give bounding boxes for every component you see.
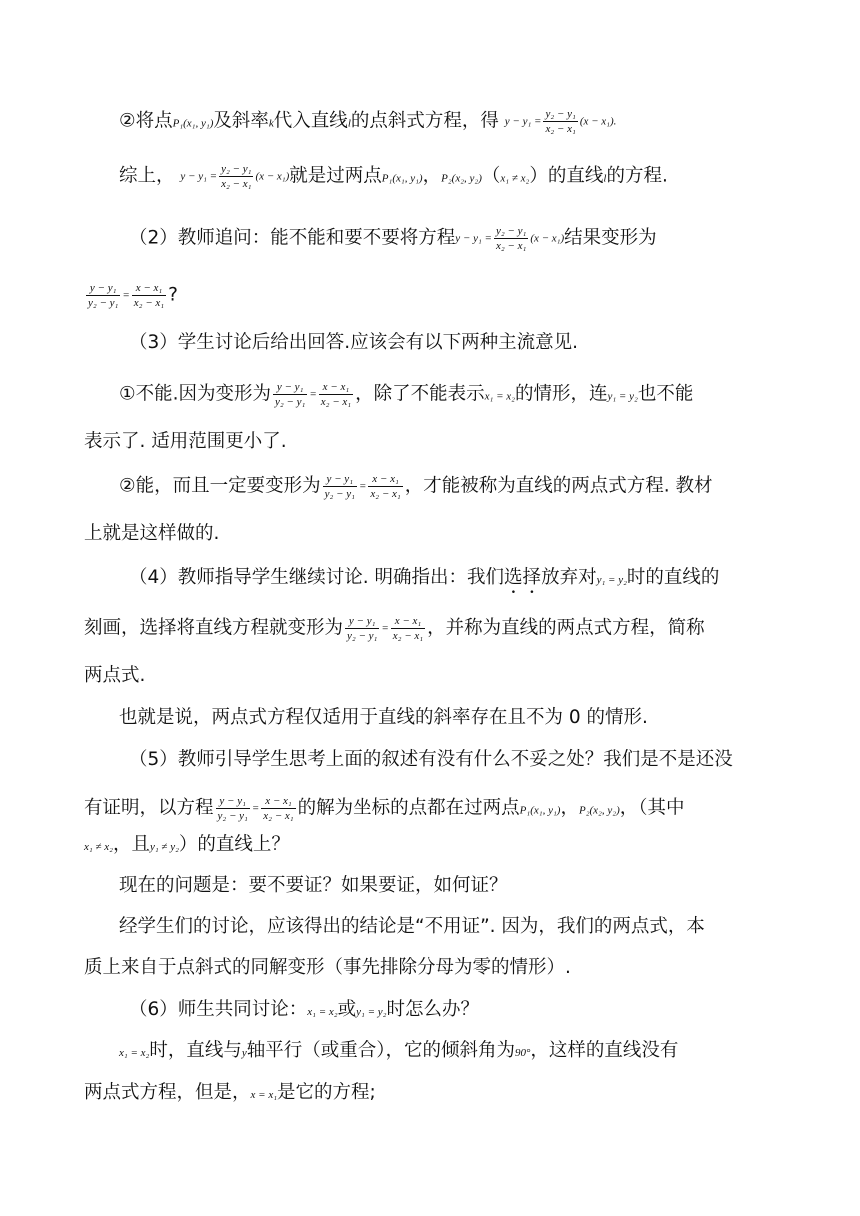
fraction-denominator: x₂ − x₁ bbox=[392, 630, 424, 642]
fraction bbox=[319, 380, 353, 409]
paragraph-opinion-yes-cont bbox=[84, 521, 860, 547]
formula-y: y bbox=[241, 1047, 247, 1059]
fraction-numerator: x − x₁ bbox=[132, 281, 166, 296]
formula-l: l bbox=[603, 172, 607, 185]
formula-condition: y₁ = y₂ bbox=[607, 390, 638, 403]
text: 代入直线 bbox=[273, 110, 348, 132]
emphasis-text: 选择 bbox=[504, 567, 542, 588]
text: （4）教师指导学生继续讨论. 明确指出：我们 bbox=[129, 567, 505, 588]
fraction-numerator: y₂ − y₁ bbox=[221, 163, 252, 175]
fraction bbox=[261, 794, 295, 823]
text: （3）学生讨论后给出回答.应该会有以下两种主流意见. bbox=[129, 332, 579, 353]
text: 有证明，以方程 bbox=[84, 797, 214, 819]
text: 的方程. bbox=[606, 165, 668, 187]
fraction bbox=[216, 794, 250, 823]
fraction-denominator: y₂ − y₁ bbox=[274, 396, 306, 408]
text: 经学生们的讨论，应该得出的结论是“不用证”. 因为，我们的两点式，本 bbox=[119, 916, 705, 937]
text: 刻画，选择将直线方程就变形为 bbox=[84, 617, 344, 639]
text: 的解为坐标的点都在过两点 bbox=[297, 797, 520, 819]
text: ）的直线上？ bbox=[178, 834, 290, 855]
text: ，除了不能表示 bbox=[355, 383, 485, 405]
text: ②将点 bbox=[119, 110, 173, 132]
paragraph-summary bbox=[119, 162, 860, 192]
formula-point-p1: P₁(x₁, y₁) bbox=[519, 804, 561, 817]
paragraph-student-discussion bbox=[129, 330, 860, 356]
formula-equals: = bbox=[122, 289, 130, 302]
fraction-denominator: y₂ − y₁ bbox=[324, 488, 355, 500]
text: ） bbox=[529, 165, 548, 187]
formula-condition: y₁ = y₂ bbox=[356, 1006, 387, 1018]
text: 放弃对 bbox=[541, 567, 597, 588]
formula-point-p2: P₂(x₂, y₂) bbox=[441, 172, 482, 185]
fraction-denominator: y₂ − y₁ bbox=[217, 810, 248, 822]
text: 质上来自于点斜式的同解变形（事先排除分母为零的情形）. bbox=[84, 957, 571, 978]
fraction-denominator: x₂ − x₁ bbox=[545, 123, 576, 135]
fraction-numerator: y − y₁ bbox=[216, 794, 250, 809]
fraction-numerator: y − y₁ bbox=[345, 614, 379, 629]
fraction bbox=[368, 472, 402, 501]
text: （ bbox=[481, 165, 501, 187]
text: ，才能被称为直线的两点式方程. 教材 bbox=[404, 475, 713, 497]
text: ? bbox=[168, 284, 178, 306]
formula-equals: = bbox=[251, 802, 260, 815]
text: （5）教师引导学生思考上面的叙述有没有什么不妥之处？我们是不是还没 bbox=[129, 749, 733, 770]
fraction-numerator: x − x₁ bbox=[391, 614, 425, 629]
paragraph-teacher-reflect bbox=[129, 747, 860, 773]
formula-point-p2: P₂(x₂, y₂) bbox=[578, 804, 620, 817]
text: ①不能.因为变形为 bbox=[119, 383, 271, 405]
fraction bbox=[323, 472, 357, 501]
fraction-denominator: x₂ − x₁ bbox=[320, 396, 352, 408]
text: 时怎么办？ bbox=[386, 999, 479, 1020]
text: ，且 bbox=[112, 834, 150, 855]
fraction-denominator: x₂ − x₁ bbox=[263, 810, 294, 822]
formula-equals: = bbox=[381, 622, 389, 635]
formula-eq-right: (x − x₁). bbox=[579, 115, 617, 128]
formula-point-p1: P₁(x₁, y₁) bbox=[172, 117, 214, 130]
text: 的直线 bbox=[547, 165, 604, 187]
fraction-denominator: y₂ − y₁ bbox=[347, 630, 378, 642]
fraction-numerator: y − y₁ bbox=[86, 281, 120, 296]
fraction bbox=[345, 614, 379, 643]
fraction-numerator: x − x₁ bbox=[319, 380, 353, 395]
text: 时，直线与 bbox=[149, 1040, 242, 1061]
text: ，（其中 bbox=[619, 797, 685, 819]
text: 也就是说，两点式方程仅适用于直线的斜率存在且不为 0 的情形. bbox=[119, 707, 648, 728]
text: 上就是这样做的. bbox=[84, 523, 220, 544]
text: 两点式. bbox=[84, 665, 146, 686]
formula-eq-left: y − y₁ = bbox=[180, 170, 218, 183]
formula-condition: y₁ = y₂ bbox=[596, 574, 627, 586]
paragraph-question bbox=[119, 873, 860, 899]
paragraph-vertical-case bbox=[119, 1038, 860, 1066]
fraction bbox=[86, 281, 120, 310]
formula-eq-left: y − y₁ = bbox=[504, 115, 542, 128]
paragraph-teacher-reflect-end bbox=[84, 832, 860, 860]
paragraph-joint-discussion bbox=[129, 997, 860, 1025]
text: （6）师生共同讨论： bbox=[129, 999, 308, 1020]
paragraph-opinion-no bbox=[119, 380, 860, 410]
formula-condition: x₁ ≠ x₂ bbox=[84, 841, 113, 853]
fraction-denominator: x₂ − x₁ bbox=[370, 488, 401, 500]
paragraph-vertical-case-cont bbox=[84, 1080, 860, 1108]
formula-condition: x₁ ≠ x₂ bbox=[500, 172, 530, 185]
formula-equation: x = x₁ bbox=[250, 1089, 278, 1101]
formula-condition: x₁ = x₂ bbox=[484, 390, 515, 403]
text: 表示了. 适用范围更小了. bbox=[84, 431, 287, 452]
fraction-numerator: x − x₁ bbox=[261, 794, 295, 809]
text: 综上， bbox=[119, 165, 175, 187]
text: 两点式方程，但是， bbox=[84, 1082, 251, 1103]
formula-equals: = bbox=[309, 388, 317, 401]
formula-condition: x₁ = x₂ bbox=[307, 1006, 338, 1018]
text: 现在的问题是：要不要证？如果要证，如何证？ bbox=[119, 875, 508, 896]
text: 的点斜式方程，得 bbox=[350, 110, 499, 132]
fraction bbox=[273, 380, 307, 409]
text: 也不能 bbox=[637, 383, 694, 405]
fraction-denominator: x₂ − x₁ bbox=[221, 178, 252, 190]
formula-eq-right: (x − x₁) bbox=[255, 170, 290, 183]
fraction-numerator: y − y₁ bbox=[273, 380, 307, 395]
paragraph-teacher-guide-cont bbox=[84, 614, 860, 643]
text: ，并称为直线的两点式方程，简称 bbox=[427, 617, 705, 639]
text: 及斜率 bbox=[213, 110, 269, 132]
formula-l: l bbox=[347, 117, 351, 130]
formula-condition: x₁ = x₂ bbox=[119, 1047, 150, 1059]
fraction-numerator: x − x₁ bbox=[368, 472, 402, 487]
text: 时的直线的 bbox=[626, 567, 720, 588]
text: 就是过两点 bbox=[289, 165, 382, 187]
text: ， bbox=[422, 165, 442, 187]
text: 轴平行（或重合），它的倾斜角为 bbox=[246, 1040, 516, 1061]
paragraph-opinion-no-cont bbox=[84, 429, 860, 455]
formula-point-p1: P₁(x₁, y₁) bbox=[381, 172, 423, 185]
paragraph-note bbox=[119, 705, 860, 731]
fraction-denominator: x₂ − x₁ bbox=[133, 297, 165, 309]
paragraph-teacher-reflect-cont bbox=[84, 794, 860, 824]
text: ②能，而且一定要变形为 bbox=[119, 475, 321, 497]
paragraph-conclusion-cont bbox=[84, 955, 860, 981]
text: （2）教师追问：能不能和要不要将方程 bbox=[129, 227, 456, 249]
fraction-numerator: y₂ − y₁ bbox=[495, 225, 527, 237]
fraction-denominator: x₂ − x₁ bbox=[495, 240, 527, 252]
paragraph-teacher-question bbox=[129, 224, 860, 253]
paragraph-teacher-guide-end bbox=[84, 663, 860, 689]
text: ， bbox=[560, 797, 579, 819]
formula-k: k bbox=[268, 117, 274, 130]
fraction bbox=[132, 281, 166, 310]
fraction bbox=[391, 614, 425, 643]
text: 结果变形为 bbox=[564, 227, 657, 249]
formula-eq-right: (x − x₁) bbox=[530, 232, 565, 245]
fraction-numerator: y₂ − y₁ bbox=[545, 108, 576, 120]
fraction bbox=[494, 224, 528, 253]
text: 或 bbox=[337, 999, 357, 1020]
fraction bbox=[543, 107, 577, 136]
paragraph-opinion-yes bbox=[119, 472, 860, 501]
fraction bbox=[219, 162, 253, 191]
formula-angle: 90° bbox=[515, 1047, 531, 1059]
paragraph-teacher-question-formula bbox=[84, 281, 860, 310]
paragraph-conclusion bbox=[119, 914, 860, 940]
text: 的情形，连 bbox=[514, 383, 608, 405]
paragraph-teacher-guide bbox=[129, 565, 860, 598]
fraction-numerator: y − y₁ bbox=[323, 472, 357, 487]
fraction-denominator: y₂ − y₁ bbox=[88, 297, 119, 309]
formula-eq-left: y − y₁ = bbox=[455, 232, 492, 245]
formula-equals: = bbox=[358, 480, 367, 493]
text: 是它的方程; bbox=[277, 1082, 376, 1103]
formula-condition: y₁ ≠ y₂ bbox=[149, 841, 179, 853]
text: ，这样的直线没有 bbox=[530, 1040, 679, 1061]
paragraph-substitute-point bbox=[119, 107, 860, 137]
